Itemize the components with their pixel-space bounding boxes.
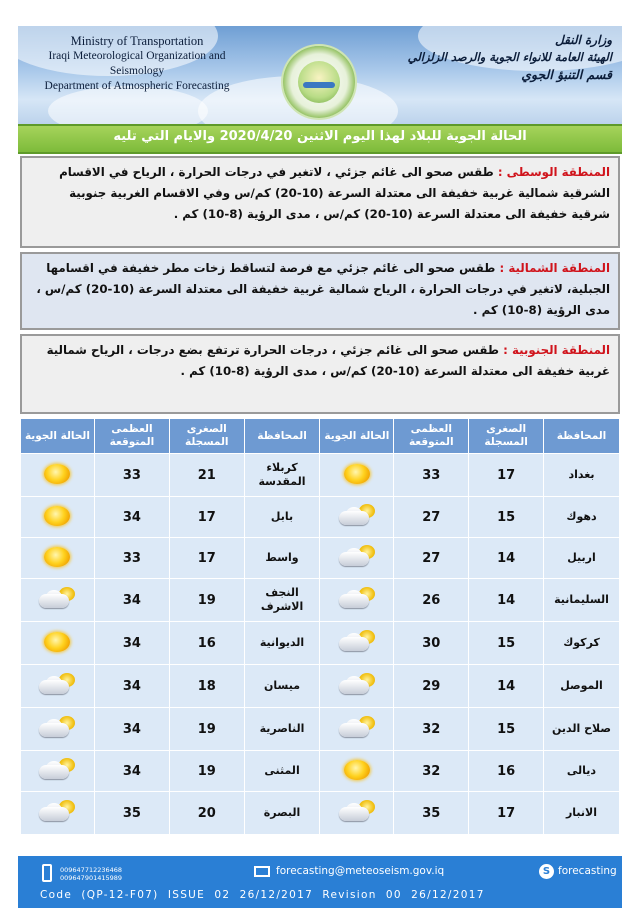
header-ar-line: الهيئة العامة للانواء الجوية والرصد الزلزالي <box>407 50 612 64</box>
phone-icon <box>42 864 52 882</box>
sunny-icon <box>44 632 70 652</box>
column-header-weather: الحالة الجوية <box>320 419 394 454</box>
min-temp-cell: 19 <box>169 708 244 751</box>
weather-cell <box>21 622 95 665</box>
weather-cell <box>21 792 95 835</box>
phone-number: 009647712236468 <box>60 866 123 874</box>
province-cell: كركوك <box>544 622 620 665</box>
min-temp-cell: 15 <box>469 708 544 751</box>
province-cell: النجف الاشرف <box>244 579 320 622</box>
column-header-province: المحافظة <box>244 419 320 454</box>
meteorology-logo-icon <box>283 46 355 118</box>
max-temp-cell: 26 <box>394 579 469 622</box>
table-row <box>21 622 620 665</box>
province-cell: البصرة <box>244 792 320 835</box>
min-temp-cell: 17 <box>169 497 244 538</box>
table-row <box>21 579 620 622</box>
table-row <box>21 538 620 579</box>
weather-cell <box>21 579 95 622</box>
column-header-province: المحافظة <box>544 419 620 454</box>
mail-icon <box>254 866 270 877</box>
region-text: طقس صحو الى غائم جزئي ، لاتغير في درجات الحرارة ، الرياح في الاقسام الشرقية شمالية غربية خفيفة الى معتدلة السرعة (10-20) كم/س وفي الاقسام الغربية جنوبية شرقية خفيفة الى معتدلة السرعة (10-20) كم/س ، مدى الرؤية (8-10) كم . <box>59 165 610 221</box>
sunny-icon <box>44 506 70 526</box>
table-header-row <box>21 419 620 454</box>
min-temp-cell: 16 <box>469 751 544 792</box>
province-cell: الموصل <box>544 665 620 708</box>
region-south <box>20 334 620 414</box>
max-temp-cell: 34 <box>94 622 169 665</box>
province-cell: ميسان <box>244 665 320 708</box>
partly-cloudy-icon <box>36 715 78 741</box>
phone-numbers <box>60 866 122 882</box>
sunny-icon <box>344 464 370 484</box>
header-en-line: Iraqi Meteorological Organization and Seismology <box>48 50 226 77</box>
table-row <box>21 751 620 792</box>
weather-cell <box>320 792 394 835</box>
region-name: المنطقة الوسطى : <box>497 165 610 179</box>
max-temp-cell: 33 <box>94 454 169 497</box>
region-name: المنطقة الجنوبية : <box>503 343 610 357</box>
sunny-icon <box>344 760 370 780</box>
min-temp-cell: 17 <box>169 538 244 579</box>
max-temp-cell: 35 <box>394 792 469 835</box>
sunny-icon <box>44 547 70 567</box>
min-temp-cell: 15 <box>469 497 544 538</box>
max-temp-cell: 34 <box>94 708 169 751</box>
header-en-line: Ministry of Transportation <box>70 34 204 48</box>
sunny-icon <box>44 464 70 484</box>
min-temp-cell: 17 <box>469 792 544 835</box>
partly-cloudy-icon <box>336 544 378 570</box>
region-text: طقس صحو الى غائم جزئي مع فرصة لتساقط زخات مطر خفيفة في اقسامها الجبلية، لاتغير في درجات الحرارة ، الرياح شمالية غربية خفيفة الى معتدلة السرعة (10-20) كم/س ، مدى الرؤية (8-10) كم . <box>36 261 610 317</box>
province-cell: ديالى <box>544 751 620 792</box>
region-north <box>20 252 620 330</box>
partly-cloudy-icon <box>36 757 78 783</box>
province-cell: الناصرية <box>244 708 320 751</box>
report-footer <box>18 856 622 908</box>
max-temp-cell: 34 <box>94 497 169 538</box>
min-temp-cell: 16 <box>169 622 244 665</box>
region-central <box>20 156 620 248</box>
province-cell: اربيل <box>544 538 620 579</box>
header-ar-line: وزارة النقل <box>555 33 612 47</box>
province-cell: السليمانية <box>544 579 620 622</box>
weather-cell <box>21 454 95 497</box>
region-name: المنطقة الشمالية : <box>499 261 610 275</box>
table-row <box>21 792 620 835</box>
min-temp-cell: 14 <box>469 579 544 622</box>
column-header-max: العظمى المتوقعة <box>94 419 169 454</box>
min-temp-cell: 19 <box>169 751 244 792</box>
phone-number: 009647901415989 <box>60 874 123 882</box>
min-temp-cell: 15 <box>469 622 544 665</box>
min-temp-cell: 17 <box>469 454 544 497</box>
weather-cell <box>320 579 394 622</box>
weather-cell <box>320 454 394 497</box>
column-header-min: الصغرى المسجلة <box>469 419 544 454</box>
weather-cell <box>320 751 394 792</box>
partly-cloudy-icon <box>336 503 378 529</box>
skype-icon: S <box>539 864 554 879</box>
weather-cell <box>320 538 394 579</box>
province-cell: دهوك <box>544 497 620 538</box>
weather-cell <box>320 497 394 538</box>
weather-cell <box>320 665 394 708</box>
table-row <box>21 665 620 708</box>
weather-cell <box>21 751 95 792</box>
max-temp-cell: 33 <box>394 454 469 497</box>
weather-cell <box>21 538 95 579</box>
report-title-bar <box>18 124 622 154</box>
header-ar-line: قسم التنبؤ الجوي <box>521 67 612 82</box>
province-cell: بغداد <box>544 454 620 497</box>
partly-cloudy-icon <box>36 799 78 825</box>
province-cell: الانبار <box>544 792 620 835</box>
max-temp-cell: 34 <box>94 665 169 708</box>
max-temp-cell: 35 <box>94 792 169 835</box>
max-temp-cell: 27 <box>394 538 469 579</box>
max-temp-cell: 34 <box>94 751 169 792</box>
table-row <box>21 708 620 751</box>
weather-cell <box>320 622 394 665</box>
partly-cloudy-icon <box>36 672 78 698</box>
max-temp-cell: 29 <box>394 665 469 708</box>
weather-cell <box>21 497 95 538</box>
min-temp-cell: 20 <box>169 792 244 835</box>
partly-cloudy-icon <box>336 799 378 825</box>
partly-cloudy-icon <box>336 629 378 655</box>
max-temp-cell: 33 <box>94 538 169 579</box>
min-temp-cell: 14 <box>469 665 544 708</box>
column-header-max: العظمى المتوقعة <box>394 419 469 454</box>
report-title: الحالة الجوية للبلاد لهذا اليوم الاثنين 2020/4/20 والايام التي تليه <box>113 129 527 144</box>
region-text: طقس صحو الى غائم جزئي ، درجات الحرارة ترتفع بضع درجات ، الرياح شمالية غربية خفيفة الى معتدلة السرعة (10-20) كم/س ، مدى الرؤية (8-10) كم . <box>46 343 610 378</box>
partly-cloudy-icon <box>36 586 78 612</box>
header-english-text <box>22 34 252 94</box>
report-header <box>18 26 622 124</box>
max-temp-cell: 32 <box>394 708 469 751</box>
max-temp-cell: 32 <box>394 751 469 792</box>
province-cell: كربلاء المقدسة <box>244 454 320 497</box>
min-temp-cell: 14 <box>469 538 544 579</box>
province-cell: الديوانية <box>244 622 320 665</box>
weather-cell <box>21 708 95 751</box>
province-cell: واسط <box>244 538 320 579</box>
forecast-table <box>20 418 620 835</box>
column-header-min: الصغرى المسجلة <box>169 419 244 454</box>
partly-cloudy-icon <box>336 715 378 741</box>
province-cell: صلاح الدين <box>544 708 620 751</box>
partly-cloudy-icon <box>336 672 378 698</box>
province-cell: المثنى <box>244 751 320 792</box>
min-temp-cell: 21 <box>169 454 244 497</box>
header-arabic-text <box>402 32 612 83</box>
max-temp-cell: 27 <box>394 497 469 538</box>
max-temp-cell: 30 <box>394 622 469 665</box>
skype-contact[interactable]: forecasting <box>558 865 617 877</box>
table-row <box>21 497 620 538</box>
header-en-line: Department of Atmospheric Forecasting <box>44 80 230 92</box>
province-cell: بابل <box>244 497 320 538</box>
min-temp-cell: 18 <box>169 665 244 708</box>
partly-cloudy-icon <box>336 586 378 612</box>
weather-cell <box>320 708 394 751</box>
min-temp-cell: 19 <box>169 579 244 622</box>
email-link[interactable]: forecasting@meteoseism.gov.iq <box>276 865 445 877</box>
table-row <box>21 454 620 497</box>
column-header-weather: الحالة الجوية <box>21 419 95 454</box>
max-temp-cell: 34 <box>94 579 169 622</box>
document-code: Code (QP-12-F07) ISSUE 02 26/12/2017 Revision 00 26/12/2017 <box>40 889 485 901</box>
weather-cell <box>21 665 95 708</box>
